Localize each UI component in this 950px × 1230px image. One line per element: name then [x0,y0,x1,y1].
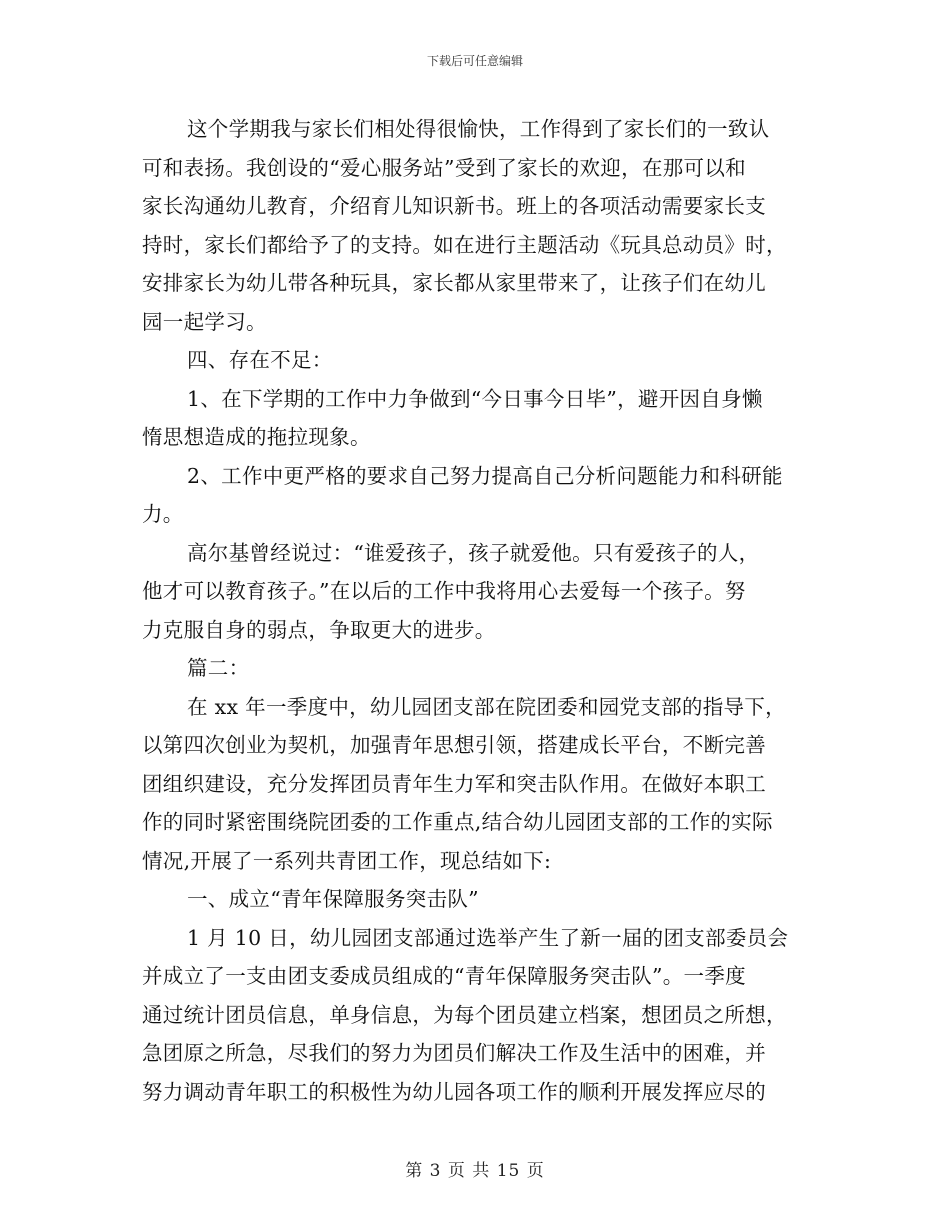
text-line: 力。 [142,502,184,526]
page-footer: 第 3 页 共 15 页 [405,1161,545,1181]
text-line: 1 月 10 日，幼儿园团支部通过选举产生了新一届的团支部委员会 [187,925,789,950]
text-line: 并成立了一支由团支委成员组成的“青年保障服务突击队”。一季度 [142,964,746,988]
document-body [142,110,806,1111]
text-line: 力克服自身的弱点，争取更大的进步。 [142,617,496,642]
text-line: 这个学期我与家长们相处得很愉快，工作得到了家长们的一致认 [187,117,770,141]
text-line: 四、存在不足： [187,348,333,372]
text-line: 在 xx 年一季度中，幼儿园团支部在院团委和园党支部的指导下， [187,694,786,719]
text-line: 持时，家长们都给予了的支持。如在进行主题活动《玩具总动员》时， [142,232,787,257]
text-line: 一、成立“青年保障服务突击队” [187,887,479,911]
text-line: 通过统计团员信息，单身信息，为每个团员建立档案，想团员之所想， [142,1002,787,1027]
text-line: 可和表扬。我创设的“爱心服务站”受到了家长的欢迎，在那可以和 [142,155,746,180]
text-line: 团组织建设，充分发挥团员青年生力军和突击队作用。在做好本职工 [142,771,766,796]
text-line: 情况,开展了一系列共青团工作，现总结如下: [142,848,552,873]
text-line: 安排家长为幼儿带各种玩具，家长都从家里带来了，让孩子们在幼儿 [142,271,766,295]
text-line: 高尔基曾经说过：“谁爱孩子，孩子就爱他。只有爱孩子的人， [187,540,760,565]
text-line: 1、在下学期的工作中力争做到“今日事今日毕”，避开因自身懒 [187,386,763,411]
text-line: 以第四次创业为契机，加强青年思想引领，搭建成长平台，不断完善 [142,733,766,757]
text-line: 篇二： [187,656,250,680]
text-line: 园一起学习。 [142,309,267,334]
text-line: 他才可以教育孩子。”在以后的工作中我将用心去爱每一个孩子。努 [142,579,746,603]
text-line: 作的同时紧密围绕院团委的工作重点,结合幼儿园团支部的工作的实际 [142,810,773,834]
text-line: 努力调动青年职工的积极性为幼儿园各项工作的顺利开展发挥应尽的 [142,1079,766,1104]
text-line: 家长沟通幼儿教育，介绍育儿知识新书。班上的各项活动需要家长支 [142,194,766,218]
text-line: 惰思想造成的拖拉现象。 [142,425,371,449]
header-note: 下载后可任意编辑 [426,54,523,68]
text-line: 急团原之所急，尽我们的努力为团员们解决工作及生活中的困难，并 [142,1041,766,1065]
text-line: 2、工作中更严格的要求自己努力提高自己分析问题能力和科研能 [187,463,783,488]
